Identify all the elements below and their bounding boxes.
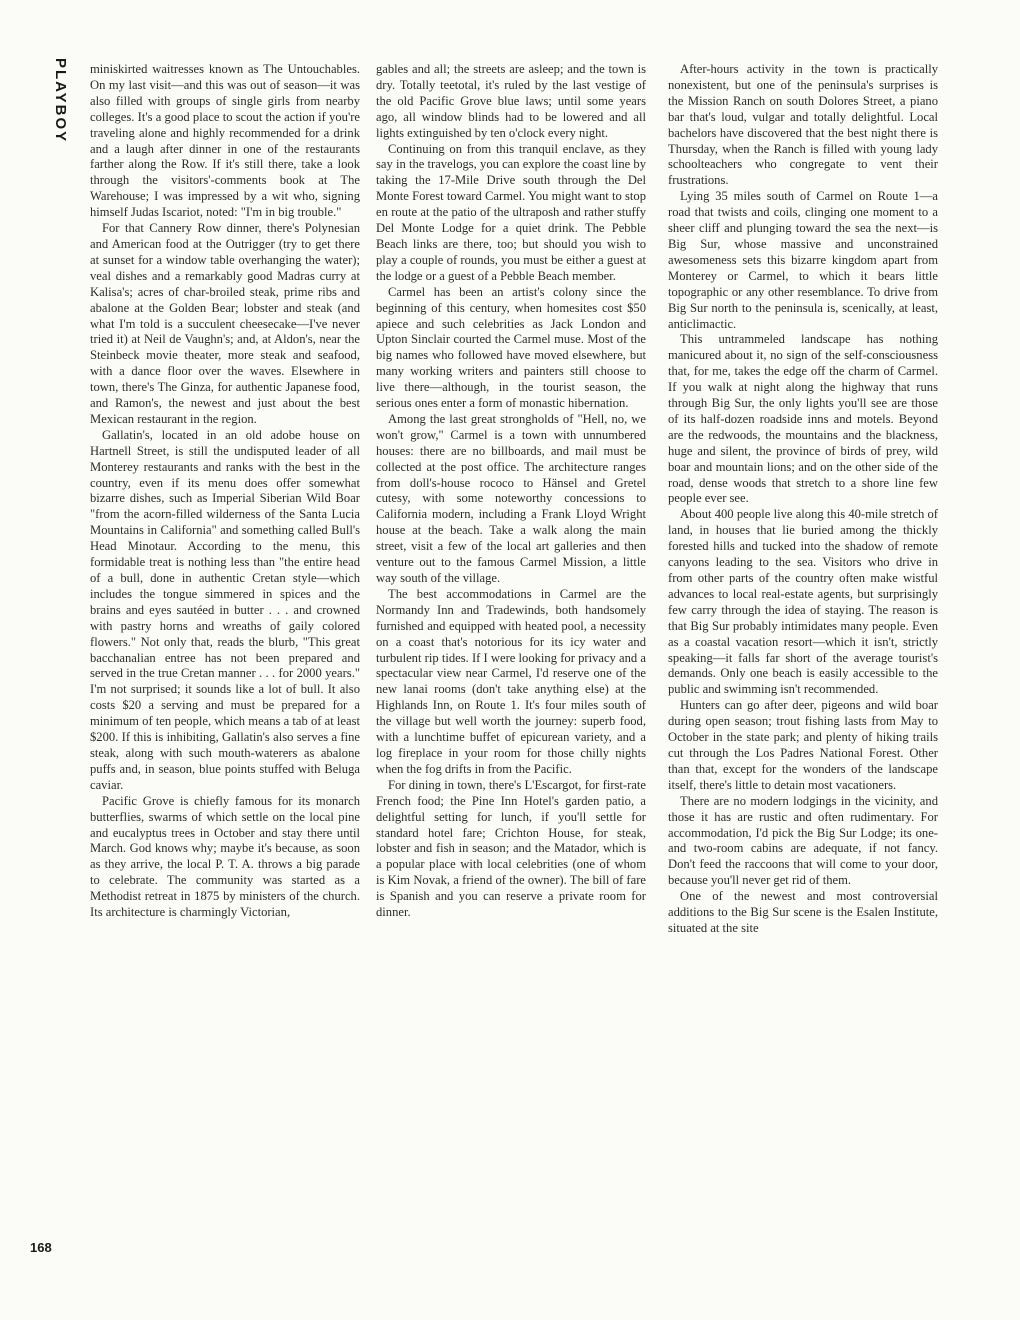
paragraph: Pacific Grove is chiefly famous for its monarch butterflies, swarms of which settle on the local pine and eucalyptus trees in October and stay there until March. God knows why; maybe it's because, as soon as they arrive, the local P. T. A. throws a big parade to celebrate. The community was started as a Methodist retreat in 1875 by ministers of the church. Its architecture is charmingly Victorian, bbox=[90, 793, 360, 920]
paragraph: Carmel has been an artist's colony since the beginning of this century, when homesites cost $50 apiece and such celebrities as Jack London and Upton Sinclair courted the Carmel muse. Most of the big names who followed have moved elsewhere, but many working writers and painters still choose to live there—although, in the tourist season, the serious ones enter a form of monastic hibernation. bbox=[376, 284, 646, 411]
text-column-3 bbox=[668, 62, 938, 1262]
paragraph: The best accommodations in Carmel are the Normandy Inn and Tradewinds, both handsomely furnished and equipped with heated pool, a necessity on a coast that's notorious for its icy water and turbulent rip tides. If I were looking for privacy and a spectacular view near Carmel, I'd reserve one of the new lanai rooms (don't take anything else) at the Highlands Inn, on Route 1. It's four miles south of the village but well worth the journey: superb food, with a lunchtime buffet of epicurean variety, and a log fireplace in your room for those chilly nights when the fog drifts in from the Pacific. bbox=[376, 586, 646, 776]
paragraph: Continuing on from this tranquil enclave, as they say in the travelogs, you can explore the coast line by taking the 17-Mile Drive south through the Del Monte Forest toward Carmel. You might want to stop en route at the patio of the ultraposh and rather stuffy Del Monte Lodge for a quiet drink. The Pebble Beach links are there, too; but should you wish to play a couple of rounds, you must be either a guest at the lodge or a guest of a Pebble Beach member. bbox=[376, 141, 646, 283]
paragraph: Hunters can go after deer, pigeons and wild boar during open season; trout fishing lasts from May to October in the state park; and plenty of hiking trails cut through the Los Padres National Forest. Other than that, except for the wonders of the landscape itself, there's little to detain most vacationers. bbox=[668, 698, 938, 792]
paragraph: For dining in town, there's L'Escargot, for first-rate French food; the Pine Inn Hotel's garden patio, a delightful setting for lunch, if you'll settle for standard hotel fare; Crichton House, for steak, lobster and fish in season; and the Matador, which is a popular place with local celebrities (one of whom is Kim Novak, a friend of the owner). The bill of fare is Spanish and you can reserve a private room for dinner. bbox=[376, 777, 646, 920]
paragraph: About 400 people live along this 40-mile stretch of land, in houses that lie buried among the thickly forested hills and tucked into the shadow of remote canyons leading to the sea. Visitors who drive in from other parts of the country often make wistful advances to local real-estate agents, but surprisingly few carry through the idea of staying. The reason is that Big Sur probably intimidates many people. Even as a coastal vacation resort—which it isn't, strictly speaking—it falls far short of the average tourist's demands. Only one beach is easily accessible to the public and swimming isn't recommended. bbox=[668, 507, 938, 697]
paragraph: Gallatin's, located in an old adobe house on Hartnell Street, is still the undisputed leader of all Monterey restaurants and ranks with the best in the country, even if its menu does offer somewhat bizarre dishes, such as Imperial Siberian Wild Boar "from the acorn-filled wilderness of the Santa Lucia Mountains in California" and something called Bull's Head Minotaur. According to the menu, this formidable treat is nothing less than "the entire head of a bull, done in authentic Cretan style—which includes the tongue simmered in spices and the brains and eyes sautéed in butter . . . and crowned with pastry horns and wreaths of gaily colored flowers." Not only that, reads the blurb, "This great bacchanalian entree has not been prepared and served in the true Cretan manner . . . for 2000 years." I'm not surprised; it sounds like a lot of bull. It also costs $20 a serving and must be prepared for a minimum of ten people, which means a tab of at least $200. If this is inhibiting, Gallatin's also serves a fine steak, along with such mouth-waterers as abalone puffs and, in season, blue points stuffed with Beluga caviar. bbox=[90, 427, 360, 792]
paragraph: miniskirted waitresses known as The Untouchables. On my last visit—and this was out of season—it was also filled with groups of single girls from nearby colleges. It's a good place to scout the action if you're traveling alone and highly recommended for a drink and a laugh after dinner in one of the restaurants farther along the Row. If it's still there, take a look through the visitors'-comments book at The Warehouse; I was impressed by a wit who, signing himself Judas Iscariot, noted: "I'm in big trouble." bbox=[90, 62, 360, 220]
paragraph: gables and all; the streets are asleep; and the town is dry. Totally teetotal, it's ruled by the last vestige of the old Pacific Grove blue laws; until some years ago, all window blinds had to be lowered and all lights extinguished by ten o'clock every night. bbox=[376, 62, 646, 140]
magazine-masthead: PLAYBOY bbox=[52, 58, 69, 144]
paragraph: There are no modern lodgings in the vicinity, and those it has are rustic and often rudimentary. For accommodation, I'd pick the Big Sur Lodge; its one- and two-room cabins are adequate, if not fancy. Don't feed the raccoons that will come to your door, because you'll never get rid of them. bbox=[668, 793, 938, 888]
paragraph: Lying 35 miles south of Carmel on Route 1—a road that twists and coils, clinging one moment to a sheer cliff and plunging toward the sea the next—is Big Sur, whose massive and unconstrained awesomeness sets this bizarre kingdom apart from Monterey or Carmel, to which it bears little topographic or any other resemblance. To drive from Big Sur north to the peninsula is, scenically, at least, anticlimactic. bbox=[668, 189, 938, 331]
paragraph: This untrammeled landscape has nothing manicured about it, no sign of the self-consciousness that, for me, takes the edge off the charm of Carmel. If you walk at night along the highway that runs through Big Sur, the only lights you'll see are those of its half-dozen roadside inns and motels. Beyond are the redwoods, the mountains and the blackness, huge and silent, the province of birds of prey, wild boar and mountain lions; and on the other side of the road, dense woods that stretch to a shore line few people ever see. bbox=[668, 332, 938, 506]
paragraph: For that Cannery Row dinner, there's Polynesian and American food at the Outrigger (try to get there at sunset for a window table overhanging the water); veal dishes and a remarkably good Madras curry at Kalisa's; acres of char-broiled steak, prime ribs and abalone at the Golden Bear; lobster and steak (and what I'm told is a succulent cheesecake—I've never tried it) at Neil de Vaughn's; and, at Aldon's, near the Steinbeck movie theater, more steak and seafood, with a dance floor over the waves. Elsewhere in town, there's The Ginza, for authentic Japanese food, and Ramon's, the newest and just about the best Mexican restaurant in the region. bbox=[90, 221, 360, 426]
paragraph: Among the last great strongholds of "Hell, no, we won't grow," Carmel is a town with unnumbered houses: there are no billboards, and mail must be collected at the post office. The architecture ranges from doll's-house rococo to Hänsel and Gretel cutesy, with some noteworthy concessions to California modern, including a Frank Lloyd Wright house at the beach. Take a walk along the main street, visit a few of the local art galleries and then venture out to the famous Carmel Mission, a little way south of the village. bbox=[376, 411, 646, 585]
text-column-1 bbox=[90, 62, 360, 1262]
paragraph: After-hours activity in the town is practically nonexistent, but one of the peninsula's surprises is the Mission Ranch on south Dolores Street, a piano bar that's loud, vulgar and totally delightful. Local bachelors have discovered that the best night there is Thursday, when the Ranch is filled with young lady schoolteachers who congregate to vent their frustrations. bbox=[668, 62, 938, 188]
text-column-2 bbox=[376, 62, 646, 1262]
page-number: 168 bbox=[30, 1240, 52, 1255]
paragraph: One of the newest and most controversial additions to the Big Sur scene is the Esalen Institute, situated at the site bbox=[668, 889, 938, 935]
